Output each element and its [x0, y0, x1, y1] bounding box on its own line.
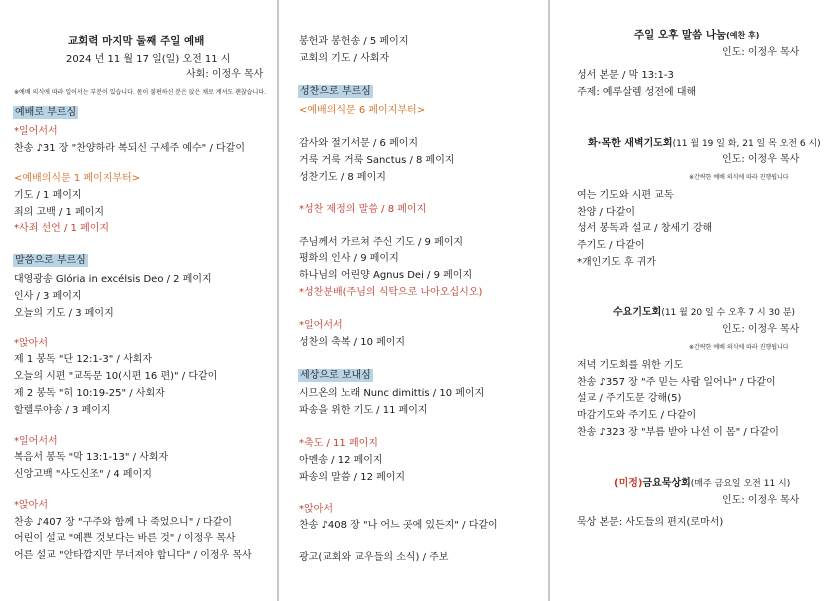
column-sacrament: [279, 0, 547, 601]
schedule-item: *개인기도 후 귀가: [577, 257, 656, 268]
dawn-prayer-title-text: 화·목한 새벽기도회: [588, 138, 673, 149]
order-item: 성찬기도 / 8 페이지: [299, 172, 386, 183]
order-item: 거룩 거룩 거룩 Sanctus / 8 페이지: [299, 155, 455, 166]
order-item: *사죄 선언 / 1 페이지: [14, 223, 110, 234]
scripture-text: 성서 본문 / 막 13:1-3: [577, 70, 674, 81]
order-item: 봉헌과 봉헌송 / 5 페이지: [299, 36, 409, 47]
order-item: *축도 / 11 페이지: [299, 438, 378, 449]
section-call-to-worship: 예배로 부르심: [15, 107, 77, 118]
schedule-item: 성서 봉독과 설교 / 창세기 강해: [577, 223, 713, 234]
liturgy-reference: <예배의식문 6 페이지부터>: [299, 105, 426, 116]
order-item: 제 1 봉독 "단 12:1-3" / 사회자: [14, 354, 153, 365]
order-item: 교회의 기도 / 사회자: [299, 53, 390, 64]
order-item: 죄의 고백 / 1 페이지: [14, 207, 105, 218]
schedule-item: 설교 / 주기도문 강해(5): [577, 393, 682, 404]
order-item: 파송을 위한 기도 / 11 페이지: [299, 405, 428, 416]
liturgy-reference: <예배의식문 1 페이지부터>: [14, 173, 141, 184]
order-item: 인사 / 3 페이지: [14, 291, 82, 302]
dawn-prayer-title: [588, 137, 821, 151]
order-item: 시므온의 노래 Nunc dimittis / 10 페이지: [299, 388, 485, 399]
order-item: 기도 / 1 페이지: [14, 190, 82, 201]
leader-label: 인도: 이정우 목사: [722, 154, 800, 165]
order-item: 주님께서 가르쳐 주신 기도 / 9 페이지: [299, 237, 464, 248]
section-sending: 세상으로 보내심: [300, 370, 371, 381]
friday-meditation-title: [614, 477, 790, 491]
order-item: 신앙고백 "사도신조" / 4 페이지: [14, 469, 152, 480]
afternoon-title: [634, 29, 759, 42]
wednesday-note: ※간략한 예배 의식에 따라 진행됩니다: [689, 344, 789, 351]
page-title: 교회력 마지막 둘째 주일 예배: [68, 35, 205, 47]
rubric-sit: *앉아서: [14, 500, 48, 511]
schedule-item: 마감기도와 주기도 / 다같이: [577, 410, 697, 421]
order-item: 하나님의 어린양 Agnus Dei / 9 페이지: [299, 270, 473, 281]
order-item: 감사와 절기서문 / 6 페이지: [299, 138, 419, 149]
schedule-item: 저녁 기도회를 위한 기도: [577, 360, 684, 371]
dawn-prayer-time: (11 월 19 일 화, 21 일 목 오전 6 시): [672, 139, 821, 149]
wednesday-prayer-time: (11 월 20 일 수 오후 7 시 30 분): [661, 308, 796, 318]
afternoon-title-suffix: (예찬 후): [726, 31, 760, 40]
rubric-stand: *일어서서: [299, 320, 343, 331]
order-item: 할렐루야송 / 3 페이지: [14, 405, 111, 416]
afternoon-title-text: 주일 오후 말씀 나눔: [634, 29, 727, 41]
meditation-text: 묵상 본문: 사도들의 편지(로마서): [577, 517, 724, 528]
order-item: 어린이 설교 "예쁜 것보다는 바른 것" / 이정우 목사: [14, 533, 236, 544]
section-sacrament: 성찬으로 부르심: [300, 86, 371, 97]
order-item: 대영광송 Glória in excélsis Deo / 2 페이지: [14, 274, 212, 285]
order-item: *성찬분배(주님의 식탁으로 나아오십시오): [299, 287, 483, 298]
rubric-sit: *앉아서: [299, 504, 333, 515]
rubric-stand: *일어서서: [14, 436, 58, 447]
order-item: 어른 설교 "안타깝지만 무너져야 합니다" / 이정우 목사: [14, 550, 252, 561]
schedule-item: 찬송 ♪323 장 "부름 받아 나선 이 몸" / 다같이: [577, 427, 779, 438]
schedule-item: 여는 기도와 시편 교독: [577, 190, 674, 201]
order-item: 파송의 말씀 / 12 페이지: [299, 472, 406, 483]
order-item: 복음서 봉독 "막 13:1-13" / 사회자: [14, 452, 169, 463]
order-item: 성찬의 축복 / 10 페이지: [299, 337, 406, 348]
rubric-stand: *일어서서: [14, 126, 58, 137]
leader-label: 인도: 이정우 목사: [722, 47, 800, 58]
order-item: 광고(교회와 교우들의 소식) / 주보: [299, 552, 449, 563]
dawn-note: ※간략한 예배 의식에 따라 진행됩니다: [689, 174, 789, 181]
column-order-of-worship: [0, 0, 276, 601]
schedule-item: 찬송 ♪357 장 "주 믿는 사람 일어나" / 다같이: [577, 377, 776, 388]
order-item: *성찬 제정의 말씀 / 8 페이지: [299, 204, 427, 215]
hymn-item: 찬송 ♪408 장 "나 어느 곳에 있든지" / 다같이: [299, 520, 498, 531]
tentative-label: (미정): [614, 478, 643, 489]
service-host: 사회: 이정우 목사: [186, 69, 264, 80]
column-weekly-schedule: [550, 0, 835, 601]
leader-label: 인도: 이정우 목사: [722, 324, 800, 335]
order-item: 제 2 봉독 "히 10:19-25" / 사회자: [14, 388, 165, 399]
section-word: 말씀으로 부르심: [15, 255, 86, 266]
notice-text: ※예배 의식에 따라 일어서는 부분이 있습니다. 몸이 불편하신 분은 앉은 채로 계셔도 괜찮습니다.: [14, 89, 266, 96]
schedule-item: 찬양 / 다같이: [577, 207, 636, 218]
friday-meditation-title-text: 금요묵상회: [642, 478, 691, 489]
wednesday-prayer-title: [613, 306, 795, 320]
order-item: 오늘의 시편 "교독문 10(시편 16 편)" / 다같이: [14, 371, 218, 382]
rubric-sit: *앉아서: [14, 338, 48, 349]
order-item: 오늘의 기도 / 3 페이지: [14, 308, 114, 319]
leader-label: 인도: 이정우 목사: [722, 495, 800, 506]
friday-meditation-time: (매주 금요일 오전 11 시): [690, 479, 791, 489]
hymn-item: 찬송 ♪31 장 "찬양하라 복되신 구세주 예수" / 다같이: [14, 143, 245, 154]
wednesday-prayer-title-text: 수요기도회: [613, 307, 662, 318]
order-item: 아멘송 / 12 페이지: [299, 455, 383, 466]
service-date: 2024 년 11 월 17 일(일) 오전 11 시: [66, 54, 231, 65]
hymn-item: 찬송 ♪407 장 "구주와 함께 나 죽었으니" / 다같이: [14, 517, 233, 528]
schedule-item: 주기도 / 다같이: [577, 240, 645, 251]
order-item: 평화의 인사 / 9 페이지: [299, 253, 399, 264]
topic-text: 주제: 예루살렘 성전에 대해: [577, 87, 697, 98]
